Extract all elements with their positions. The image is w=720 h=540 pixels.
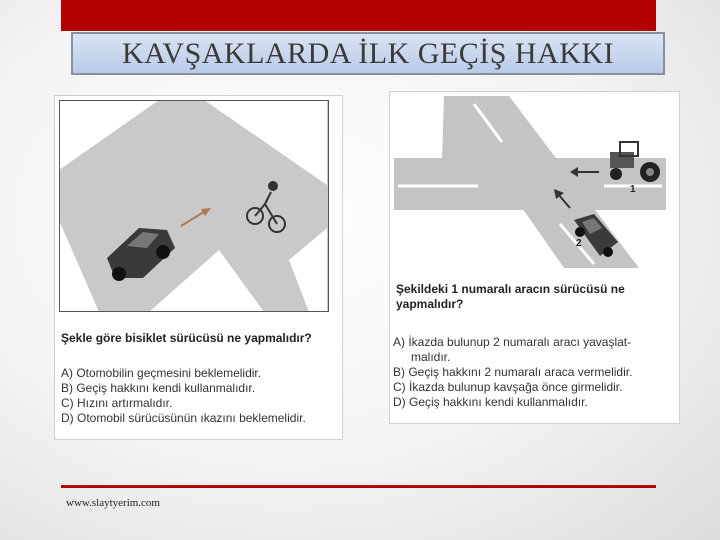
right-question-panel [389,91,680,424]
left-question-panel [54,95,343,440]
left-option-d[interactable]: D) Otomobil sürücüsünün ıkazını beklemelidir. [61,411,306,425]
right-option-a[interactable]: A) İkazda bulunup 2 numaralı aracı yavaşlat- [393,335,632,349]
right-question-text [396,282,625,312]
bicycle-intersection-illustration [59,100,329,312]
footer-url[interactable]: www.slaytyerim.com [66,497,160,509]
right-option-d[interactable]: D) Geçiş hakkını kendi kullanmalıdır. [393,395,588,409]
slide-title: KAVŞAKLARDA İLK GEÇİŞ HAKKI [121,36,615,70]
right-question-line-2: yapmalıdır? [396,297,464,311]
left-question-text: Şekle göre bisiklet sürücüsü ne yapmalıdır? [61,331,312,345]
footer-divider [61,485,656,488]
right-option-a-continued[interactable]: malıdır. [411,350,451,364]
right-option-b[interactable]: B) Geçiş hakkını 2 numaralı araca vermelidir. [393,365,633,379]
left-option-c[interactable]: C) Hızını artırmalıdır. [61,396,173,410]
title-box [71,32,665,75]
top-accent-bar [61,0,656,31]
vehicle-2-label: 2 [576,238,582,249]
left-option-b[interactable]: B) Geçiş hakkını kendi kullanmalıdır. [61,381,256,395]
right-question-line-1: Şekildeki 1 numaralı aracın sürücüsü ne [396,282,625,296]
right-option-c[interactable]: C) İkazda bulunup kavşağa önce girmelidir. [393,380,623,394]
left-option-a[interactable]: A) Otomobilin geçmesini beklemelidir. [61,366,262,380]
tractor-intersection-illustration [394,96,666,268]
vehicle-1-label: 1 [630,184,636,195]
right-answer-options [393,335,632,410]
left-answer-options [61,366,306,426]
